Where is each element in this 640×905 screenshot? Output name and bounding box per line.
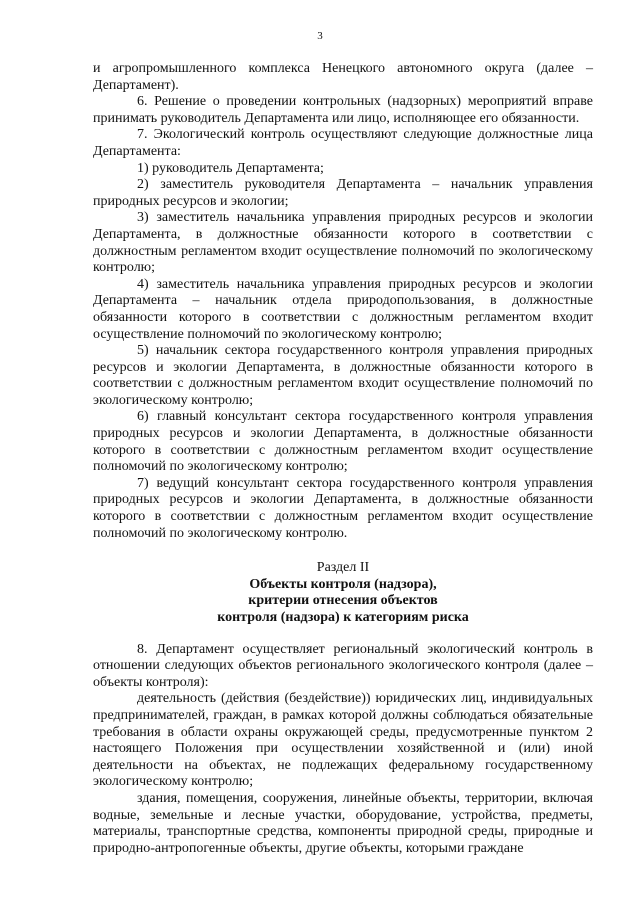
paragraph: 3) заместитель начальника управления природных ресурсов и экологии Департамента, в должностные обязанности которого в соответствии с должностным регламентом входит осуществление полномочий по экологическому контролю;	[93, 210, 593, 276]
paragraph: 1) руководитель Департамента;	[137, 160, 324, 176]
section-label: Раздел II	[316, 560, 370, 576]
document-body	[93, 61, 593, 857]
section-title: Объекты контроля (надзора), критерии отнесения объектов контроля (надзора) к категориям риска	[217, 576, 469, 625]
paragraph: 8. Департамент осуществляет региональный экологический контроль в отношении следующих объектов регионального экологического контроля (далее – объекты контроля):	[93, 641, 593, 690]
paragraph: 2) заместитель руководителя Департамента – начальник управления природных ресурсов и экологии;	[93, 177, 593, 209]
paragraph: 7. Экологический контроль осуществляют следующие должностные лица Департамента:	[93, 127, 593, 159]
section-heading	[93, 560, 593, 626]
paragraph: 4) заместитель начальника управления природных ресурсов и экологии Департамента – начальник отдела природопользования, в должностные обязанности которого в соответствии с должностным регламентом входит осуществление полномочий по экологическому контролю;	[93, 276, 593, 342]
paragraph: 5) начальник сектора государственного контроля управления природных ресурсов и экологии Департамента, в должностные обязанности которого в соответствии с должностным регламентом входит осуществление полномочий по экологическому контролю;	[93, 343, 593, 408]
paragraph: 6) главный консультант сектора государственного контроля управления природных ресурсов и экологии Департамента, в должностные обязанности которого в соответствии с должностным регламентом входит осуществление полномочий по экологическому контролю;	[93, 409, 593, 475]
paragraph: 7) ведущий консультант сектора государственного контроля управления природных ресурсов и экологии Департамента, в должностные обязанности которого в соответствии с должностным регламентом входит осуществление полномочий по экологическому контролю.	[93, 475, 593, 541]
paragraphs-before-section	[93, 61, 593, 542]
paragraph: и агропромышленного комплекса Ненецкого автономного округа (далее – Департамент).	[93, 61, 593, 93]
paragraph: 6. Решение о проведении контрольных (надзорных) мероприятий вправе принимать руководитель Департамента или лицо, исполняющее его обязанности.	[93, 94, 593, 126]
paragraph: здания, помещения, сооружения, линейные объекты, территории, включая водные, земельные и лесные участки, оборудование, устройства, предметы, материалы, транспортные средства, компоненты природной среды, природные и природно-антропогенные объекты, другие объекты, которыми граждане	[93, 790, 593, 856]
paragraphs-after-section	[93, 642, 593, 858]
paragraph: деятельность (действия (бездействие)) юридических лиц, индивидуальных предпринимателей, граждан, в рамках которой должны соблюдаться обязательные требования в области охраны окружающей среды, предусмотренные пунктом 2 настоящего Положения при осуществлении хозяйственной и (или) иной деятельности на объектах, не подлежащих федеральному государственному экологическому контролю;	[93, 691, 593, 790]
page-number: 3	[317, 30, 323, 42]
